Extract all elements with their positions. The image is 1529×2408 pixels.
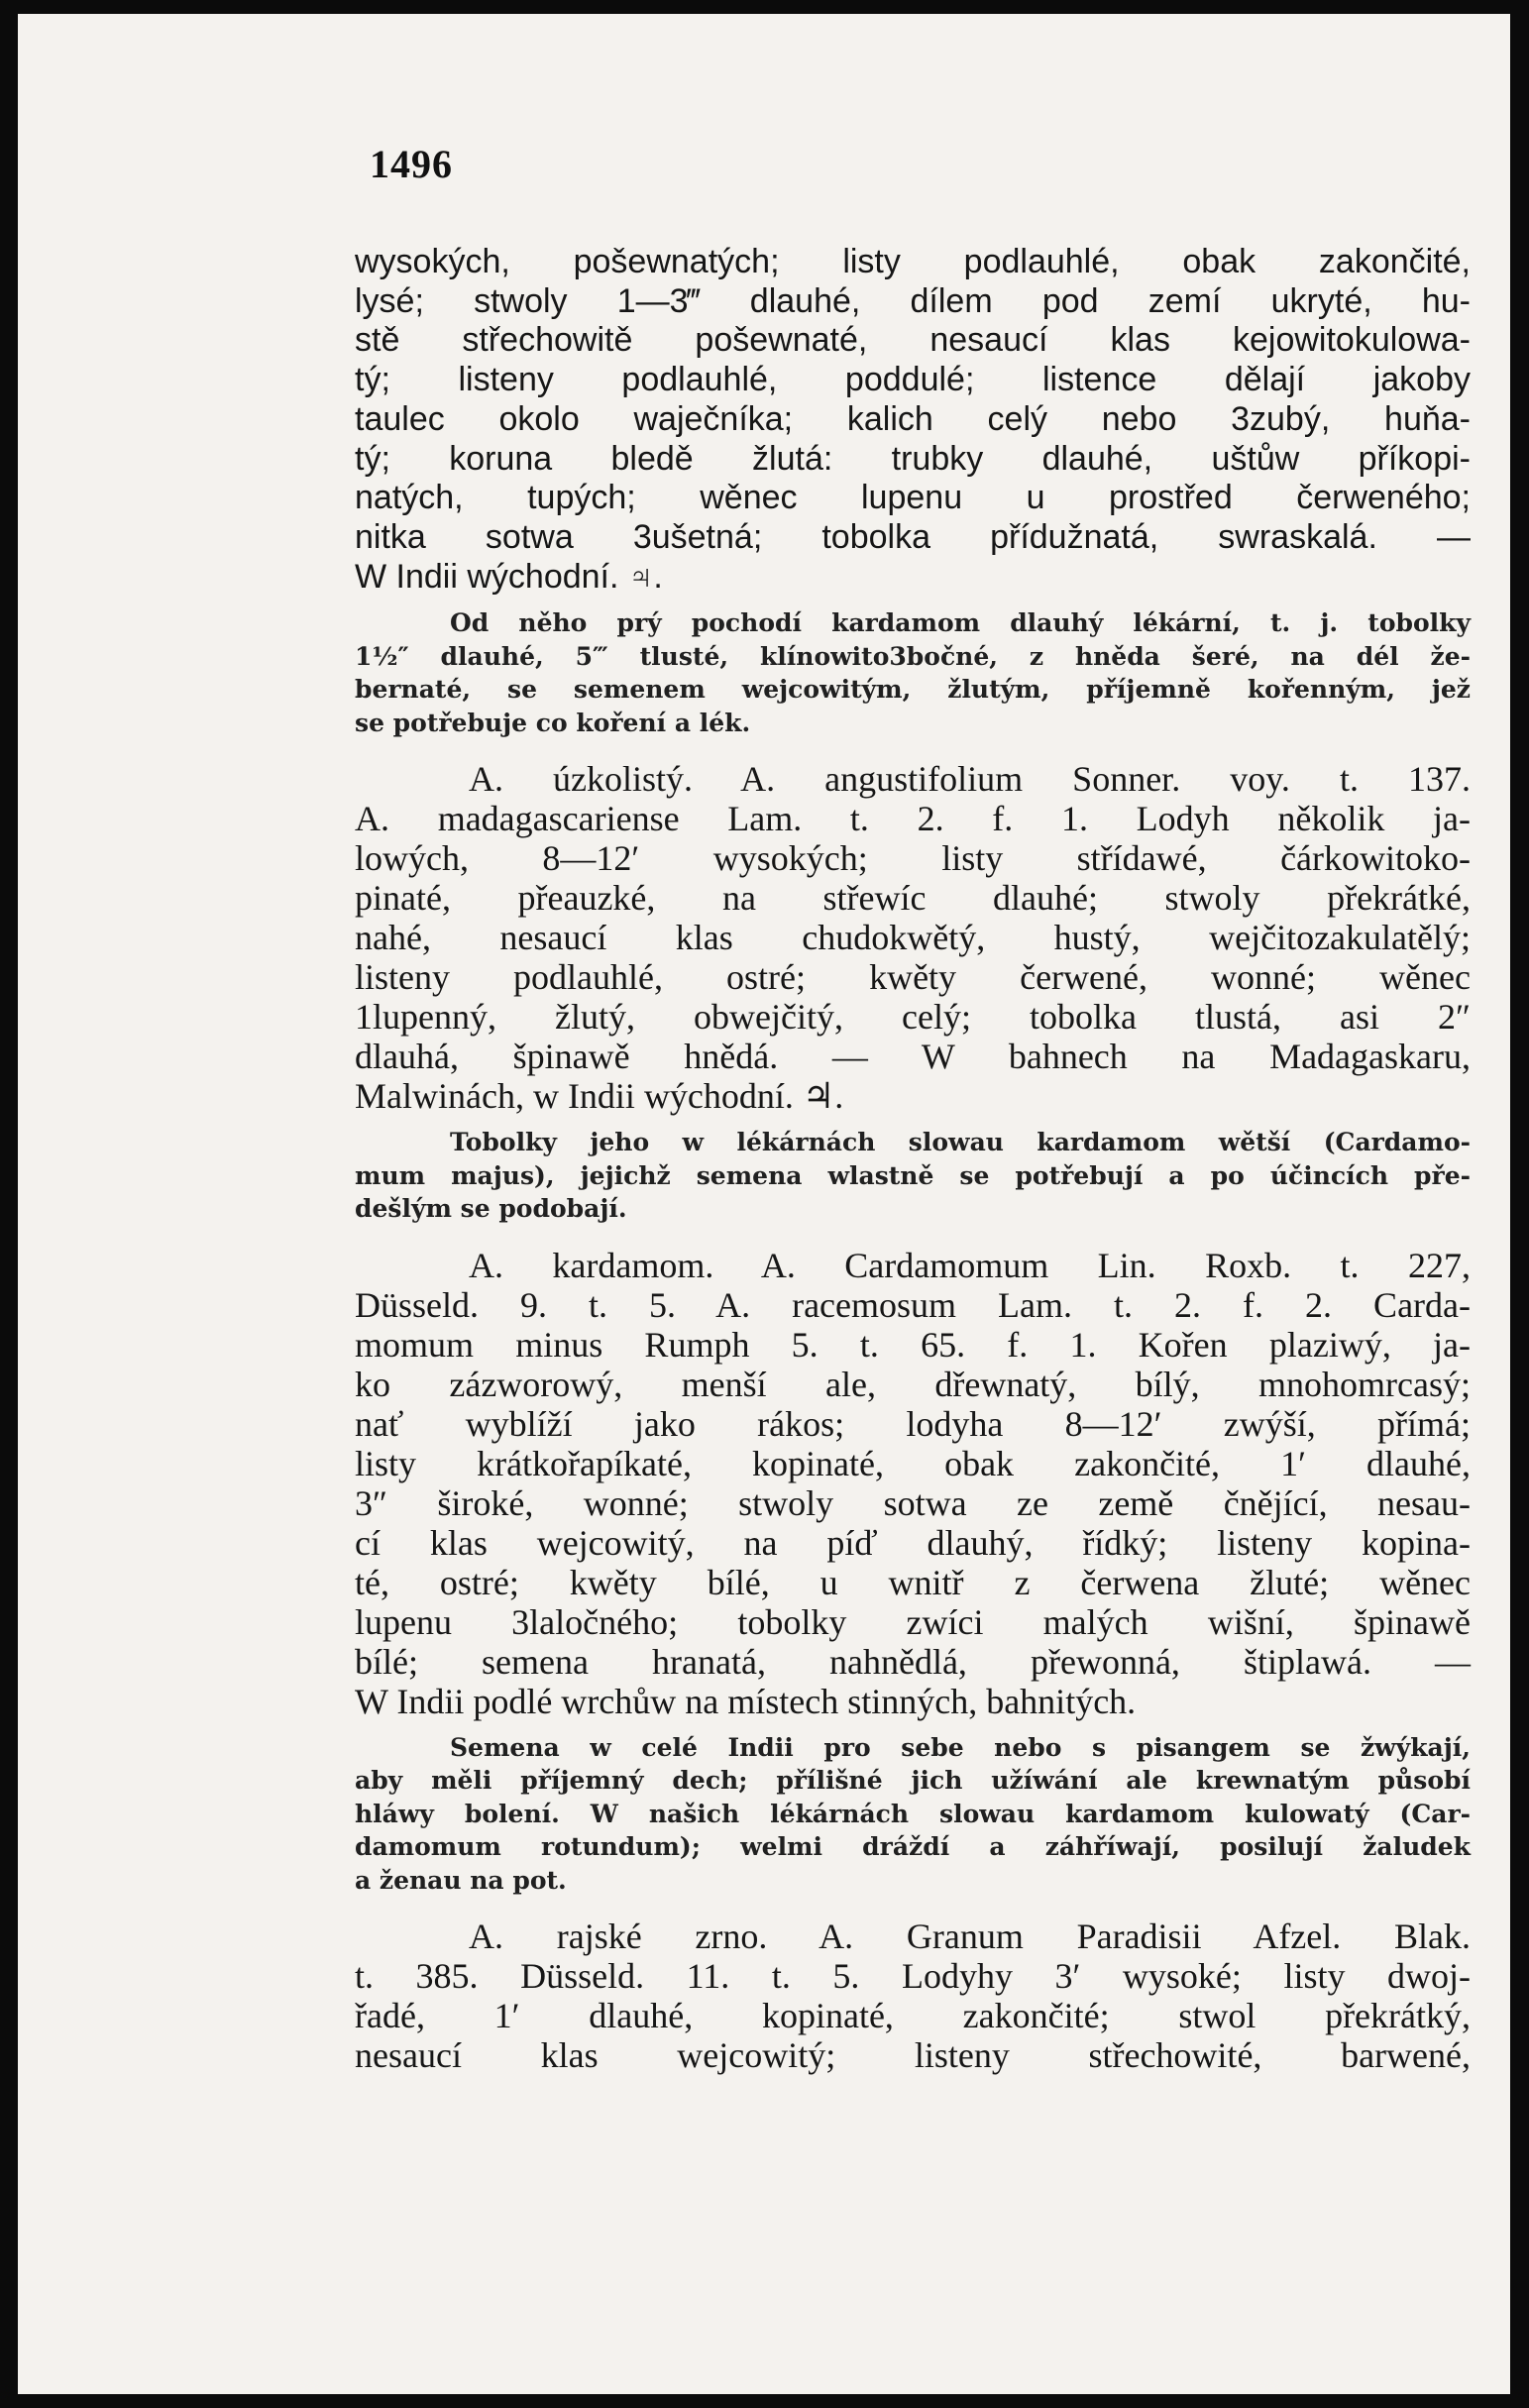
text-line: 1lupenný, žlutý, obwejčitý, celý; tobolka tlustá, asi 2″ [355,997,1471,1038]
species-heading: A. úzkolistý. A. angustifolium Sonner. voy. t. 137. [469,759,1471,800]
text-line: W Indii wýchodní. ♃. [355,557,663,596]
text-line: wysokých, pošewnatých; listy podlauhlé, obak zakončité, [355,243,1471,280]
page-text [355,141,1471,2085]
paragraph-3 [355,1246,1471,1721]
text-line: lysé; stwoly 1—3‴ dlauhé, dílem pod zemí ukryté, hu- [355,281,1471,320]
text-line: lupenu 3laločného; tobolky zwíci malých wišní, špinawě [355,1601,1471,1642]
note-line: Od něho prý pochodí kardamom dlauhý lékární, t. j. tobolky [450,608,1471,638]
page-number: 1496 [370,142,453,186]
paragraph-2 [355,759,1471,1116]
text-line: stě střechowitě pošewnaté, nesaucí klas kejowitokulowa- [355,321,1471,360]
text-line: listeny podlauhlé, ostré; kwěty čerwené, wonné; wěnec [355,957,1471,998]
text-line: cí klas wejcowitý, na píď dlauhý, řídký; listeny kopina- [355,1522,1471,1563]
note-line: hláwy bolení. W našich lékárnách slowau kardamom kulowatý (Car- [355,1799,1471,1828]
text-line: nesaucí klas wejcowitý; listeny střechowité, barwené, [355,2035,1471,2076]
text-line: dlauhá, špinawě hnědá. — W bahnech na Madagaskaru, [355,1037,1471,1077]
text-line: ko zázworowý, menší ale, dřewnatý, bílý, mnohomrcasý; [355,1364,1471,1404]
text-line: t. 385. Düsseld. 11. t. 5. Lodyhy 3′ wysoké; listy dwoj- [355,1956,1471,1997]
text-line: tý; koruna bledě žlutá: trubky dlauhé, uštůw příkopi- [355,439,1471,478]
text-line: nať wyblíží jako rákos; lodyha 8—12′ zwýší, přímá; [355,1403,1471,1444]
text-line: řadé, 1′ dlauhé, kopinaté, zakončité; stwol překrátký, [355,1996,1471,2036]
note-line: aby měli příjemný dech; přílišné jich užíwání ale krewnatým působí [355,1766,1471,1796]
note-line: bernaté, se semenem wejcowitým, žlutým, příjemně kořenným, jež [355,675,1471,705]
text-line: bílé; semena hranatá, nahnědlá, přewonná, štiplawá. — [355,1641,1471,1682]
text-line: nitka sotwa 3ušetná; tobolka přídužnatá, swraskalá. — [355,517,1471,556]
note-1 [355,606,1471,739]
text-line: nahé, nesaucí klas chudokwětý, hustý, wejčitozakulatělý; [355,918,1471,958]
note-line: se potřebuje co koření a lék. [355,708,751,737]
book-page [18,14,1510,2394]
text-line: lowých, 8—12′ wysokých; listy střídawé, čárkowitoko- [355,838,1471,879]
text-line: listy krátkořapíkaté, kopinaté, obak zakončité, 1′ dlauhé, [355,1443,1471,1483]
text-line: Düsseld. 9. t. 5. A. racemosum Lam. t. 2. f. 2. Carda- [355,1284,1471,1325]
note-line: damomum rotundum); welmi dráždí a záhříwají, posilují žaludek [355,1832,1471,1862]
text-line: Malwinách, w Indii wýchodní. ♃. [355,1076,844,1117]
species-heading: A. kardamom. A. Cardamomum Lin. Roxb. t. 227, [469,1245,1471,1285]
text-line: taulec okolo waječníka; kalich celý nebo 3zubý, huňa- [355,399,1471,438]
text-line: natých, tupých; wěnec lupenu u prostřed čerweného; [355,479,1471,517]
text-line: W Indii podlé wrchůw na místech stinných, bahnitých. [355,1681,1137,1721]
species-heading: A. rajské zrno. A. Granum Paradisii Afzel. Blak. [469,1916,1471,1957]
text-line: tý; listeny podlauhlé, poddulé; listence dělají jakoby [355,361,1471,399]
text-line: momum minus Rumph 5. t. 65. f. 1. Kořen plaziwý, ja- [355,1324,1471,1365]
note-line: dešlým se podobají. [355,1194,627,1224]
text-line: pinaté, přeauzké, na střewíc dlauhé; stwoly překrátké, [355,878,1471,919]
text-line: té, ostré; kwěty bílé, u wnitř z čerwena žluté; wěnec [355,1562,1471,1602]
note-line: mum majus), jejichž semena wlastně se potřebují a po účincích pře- [355,1160,1471,1190]
text-line: A. madagascariense Lam. t. 2. f. 1. Lodyh několik ja- [355,799,1471,839]
paragraph-4 [355,1916,1471,2075]
note-2 [355,1126,1471,1226]
note-line: Semena w celé Indii pro sebe nebo s pisangem se žwýkají, [450,1732,1471,1762]
note-3 [355,1731,1471,1898]
text-line: 3″ široké, wonné; stwoly sotwa ze země čnějící, nesau- [355,1482,1471,1523]
note-line: a ženau na pot. [355,1865,567,1895]
paragraph-1 [355,243,1471,597]
note-line: Tobolky jeho w lékárnách slowau kardamom wětší (Cardamo- [450,1128,1471,1157]
note-line: 1½″ dlauhé, 5‴ tlusté, klínowito3bočné, z hněda šeré, na dél že- [355,641,1471,671]
